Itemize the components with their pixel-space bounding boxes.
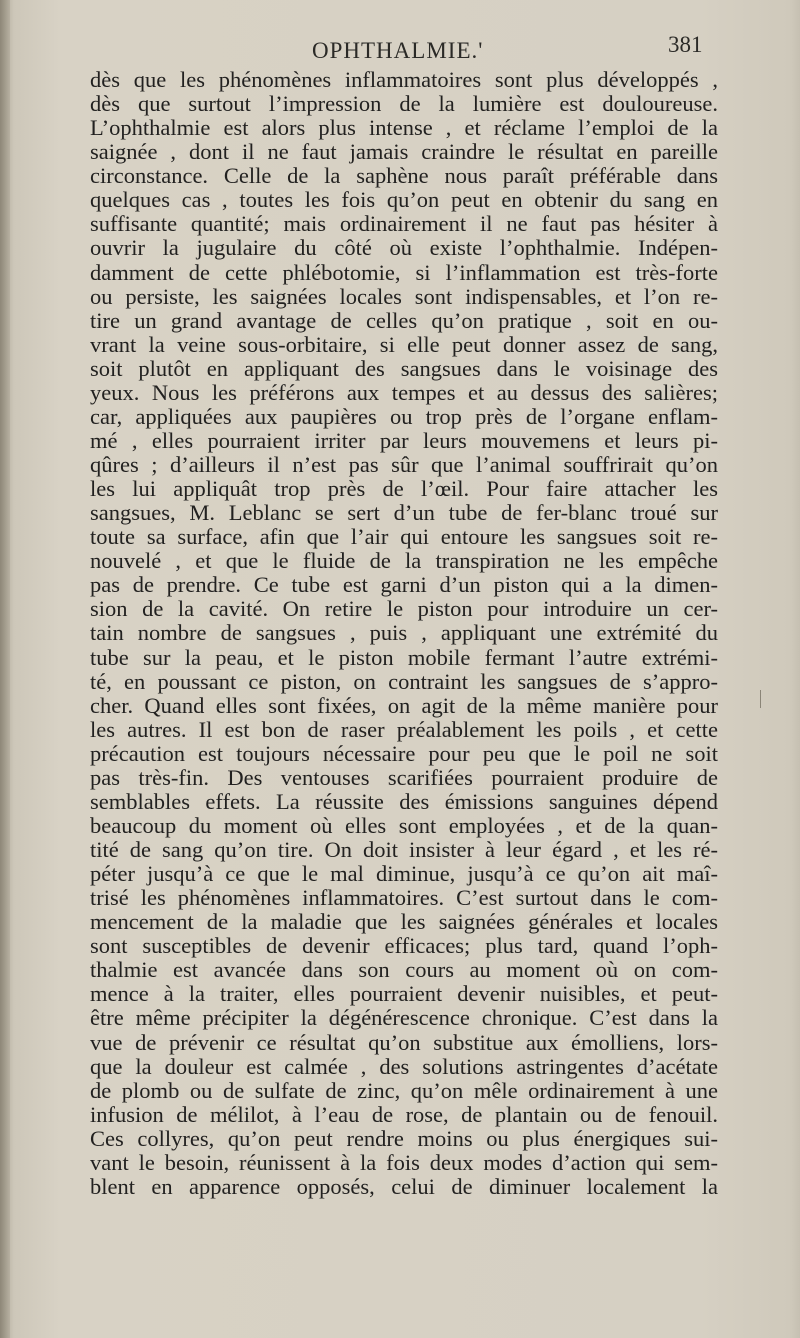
text-line: sion de la cavité. On retire le piston pour introduire un cer- xyxy=(90,596,718,622)
text-line: tire un grand avantage de celles qu’on pratique , soit en ou- xyxy=(90,307,718,333)
text-line: Ces collyres, qu’on peut rendre moins ou plus énergiques sui- xyxy=(90,1125,718,1151)
text-line: précaution est toujours nécessaire pour peu que le poil ne soit xyxy=(90,740,718,766)
body-text xyxy=(90,68,718,1199)
page-number: 381 xyxy=(668,32,703,57)
text-line: soit plutôt en appliquant des sangsues dans le voisinage des xyxy=(90,355,718,381)
text-line: pas de prendre. Ce tube est garni d’un piston qui a la dimen- xyxy=(90,572,718,598)
text-line: toute sa surface, afin que l’air qui entoure les sangsues soit re- xyxy=(90,524,718,550)
text-line: trisé les phénomènes inflammatoires. C’est surtout dans le com- xyxy=(90,885,718,911)
running-head xyxy=(0,28,800,68)
text-line: péter jusqu’à ce que le mal diminue, jusqu’à ce qu’on ait maî- xyxy=(90,861,718,887)
text-line: mence à la traiter, elles pourraient devenir nuisibles, et peut- xyxy=(90,981,718,1007)
text-line: vant le besoin, réunissent à la fois deux modes d’action qui sem- xyxy=(90,1149,718,1175)
text-line: dès que les phénomènes inflammatoires sont plus développés , xyxy=(90,67,718,92)
text-line: vue de prévenir ce résultat qu’on substitue aux émolliens, lors- xyxy=(90,1029,718,1055)
text-line: nouvelé , et que le fluide de la transpiration ne les empêche xyxy=(90,548,718,574)
text-line: les autres. Il est bon de raser préalablement les poils , et cette xyxy=(90,716,718,742)
text-line: être même précipiter la dégénérescence chronique. C’est dans la xyxy=(90,1005,718,1031)
text-line: semblables effets. La réussite des émissions sanguines dépend xyxy=(90,788,718,814)
text-line: sont susceptibles de devenir efficaces; plus tard, quand l’oph- xyxy=(90,933,718,959)
text-line: té, en poussant ce piston, on contraint les sangsues de s’appro- xyxy=(90,668,718,694)
text-line: ou persiste, les saignées locales sont indispensables, et l’on re- xyxy=(90,283,718,309)
text-line: qûres ; d’ailleurs il n’est pas sûr que l’animal souffrirait qu’on xyxy=(90,452,718,477)
text-line: tité de sang qu’on tire. On doit insister à leur égard , et les ré- xyxy=(90,837,718,862)
text-line: les lui appliquât trop près de l’œil. Pour faire attacher les xyxy=(90,476,718,502)
text-line: damment de cette phlébotomie, si l’inflammation est très-forte xyxy=(90,259,718,285)
text-line: yeux. Nous les préférons aux tempes et au dessus des salières; xyxy=(90,379,718,405)
text-line: L’ophthalmie est alors plus intense , et réclame l’emploi de la xyxy=(90,115,718,141)
text-line: dès que surtout l’impression de la lumière est douloureuse. xyxy=(90,91,718,117)
text-line: saignée , dont il ne faut jamais craindre le résultat en pareille xyxy=(90,139,718,165)
text-line: sangsues, M. Leblanc se sert d’un tube de fer-blanc troué sur xyxy=(90,500,718,526)
text-line: thalmie est avancée dans son cours au moment où on com- xyxy=(90,957,718,983)
text-line: de plomb ou de sulfate de zinc, qu’on mêle ordinairement à une xyxy=(90,1077,718,1103)
text-line: suffisante quantité; mais ordinairement il ne faut pas hésiter à xyxy=(90,211,718,237)
text-line: mé , elles pourraient irriter par leurs mouvemens et leurs pi- xyxy=(90,427,718,453)
text-line: tube sur la peau, et le piston mobile fermant l’autre extrémi- xyxy=(90,644,718,670)
text-line: car, appliquées aux paupières ou trop près de l’organe enflam- xyxy=(90,403,718,429)
running-title: OPHTHALMIE.' xyxy=(312,38,484,63)
text-line: beaucoup du moment où elles sont employées , et de la quan- xyxy=(90,812,718,838)
text-line: circonstance. Celle de la saphène nous paraît préférable dans xyxy=(90,163,718,189)
text-line: vrant la veine sous-orbitaire, si elle peut donner assez de sang, xyxy=(90,331,718,357)
text-line: pas très-fin. Des ventouses scarifiées pourraient produire de xyxy=(90,764,718,790)
text-line: mencement de la maladie que les saignées générales et locales xyxy=(90,909,718,935)
text-line: que la douleur est calmée , des solutions astringentes d’acétate xyxy=(90,1053,718,1079)
text-line: tain nombre de sangsues , puis , appliquant une extrémité du xyxy=(90,620,718,646)
margin-mark xyxy=(760,690,761,708)
text-line: blent en apparence opposés, celui de diminuer localement la xyxy=(90,1173,718,1199)
text-line: infusion de mélilot, à l’eau de rose, de plantain ou de fenouil. xyxy=(90,1101,718,1127)
text-line: ouvrir la jugulaire du côté où existe l’ophthalmie. Indépen- xyxy=(90,235,718,261)
text-line: cher. Quand elles sont fixées, on agit de la même manière pour xyxy=(90,692,718,718)
text-line: quelques cas , toutes les fois qu’on peut en obtenir du sang en xyxy=(90,187,718,213)
